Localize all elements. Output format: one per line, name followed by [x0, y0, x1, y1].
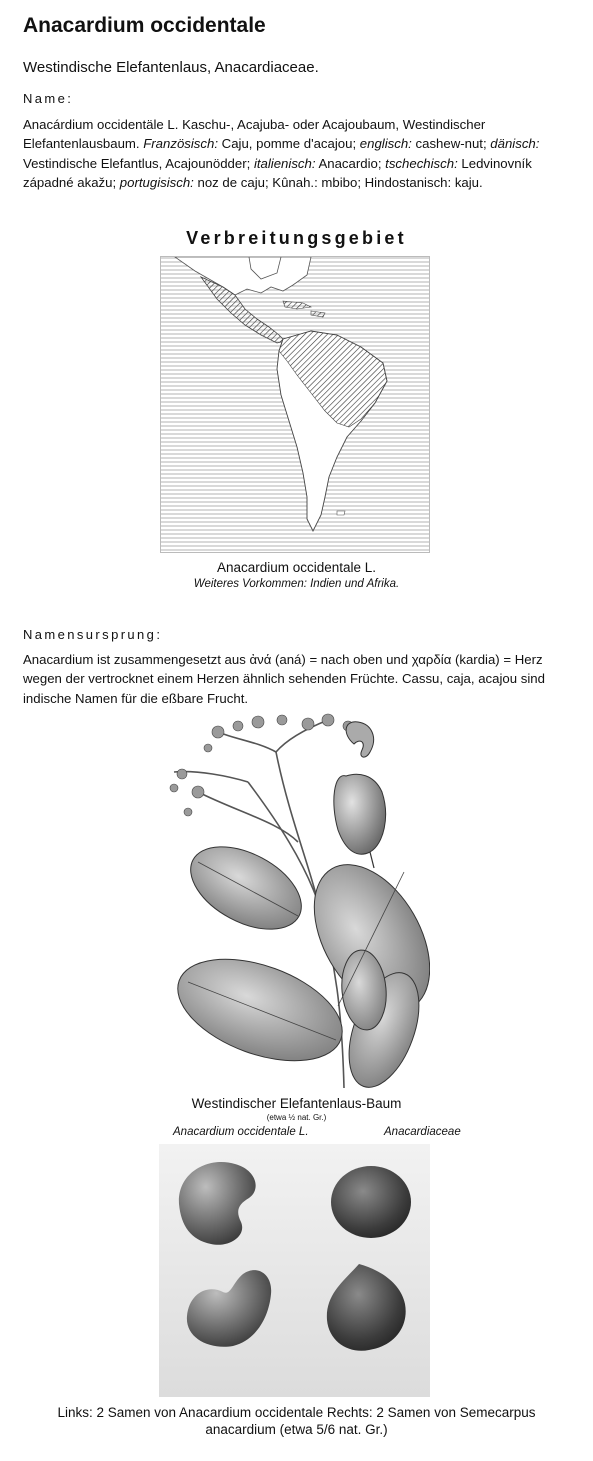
origin-paragraph: Anacardium ist zusammengesetzt aus ἀνά (aná) = nach oben und χαρδία (kardia) = Herz wegen der vertrocknet einem Herzen ähnlich sehenden Früchte. Cassu, caja, acajou sind indische Namen für die eßbare Frucht. — [23, 652, 545, 706]
language-label: Französisch: — [143, 136, 218, 152]
language-label: tschechisch: — [385, 155, 458, 171]
name-text: Ledvinovník západné akažu; — [23, 155, 532, 191]
distribution-heading: Verbreitungsgebiet — [186, 228, 407, 248]
plant-species-label: Anacardium occidentale L. — [173, 1126, 309, 1138]
page-title: Anacardium occidentale — [23, 14, 266, 37]
language-label: italienisch: — [253, 155, 316, 171]
seeds-photo — [159, 1144, 430, 1397]
name-paragraph — [23, 115, 571, 193]
distribution-map-image — [161, 257, 429, 552]
name-text: Caju, pomme d'acajou; — [218, 136, 360, 152]
plant-family-label: Anacardiaceae — [384, 1126, 461, 1138]
name-text: cashew-nut; — [411, 136, 491, 152]
name-text: Vestindische Elefantlus, Acajounödder; — [23, 155, 254, 171]
seeds-photo-image — [159, 1144, 430, 1397]
name-text: noz de caju; Kûnah.: mbibo; Hindostanisch: kaju. — [193, 175, 483, 191]
plant-scale: (etwa ½ nat. Gr.) — [266, 1113, 327, 1122]
page-subtitle: Westindische Elefantenlaus, Anacardiaceae. — [23, 59, 319, 76]
map-caption: Anacardium occidentale L. — [216, 560, 377, 575]
distribution-map — [160, 256, 430, 553]
language-label: dänisch: — [490, 136, 540, 152]
language-label: portugisisch: — [119, 175, 194, 191]
origin-heading: Namensursprung: — [23, 627, 163, 642]
seeds-caption-line1: Links: 2 Samen von Anacardium occidentale Rechts: 2 Samen von Semecarpus — [57, 1405, 536, 1420]
plant-illustration — [158, 712, 430, 1094]
name-text: Anacárdium occidentäle L. Kaschu-, Acajuba- oder Acajoubaum, Westindischer Elefantenlausbaum. — [23, 117, 486, 152]
map-subcaption: Weiteres Vorkommen: Indien und Afrika. — [193, 578, 400, 590]
plant-caption: Westindischer Elefantenlaus-Baum — [191, 1096, 402, 1111]
name-heading: Name: — [23, 91, 74, 106]
language-label: englisch: — [359, 136, 412, 152]
plant-illustration-image — [158, 712, 430, 1094]
name-text: Anacardio; — [315, 155, 386, 171]
seeds-caption-line2: anacardium (etwa 5/6 nat. Gr.) — [205, 1422, 388, 1437]
